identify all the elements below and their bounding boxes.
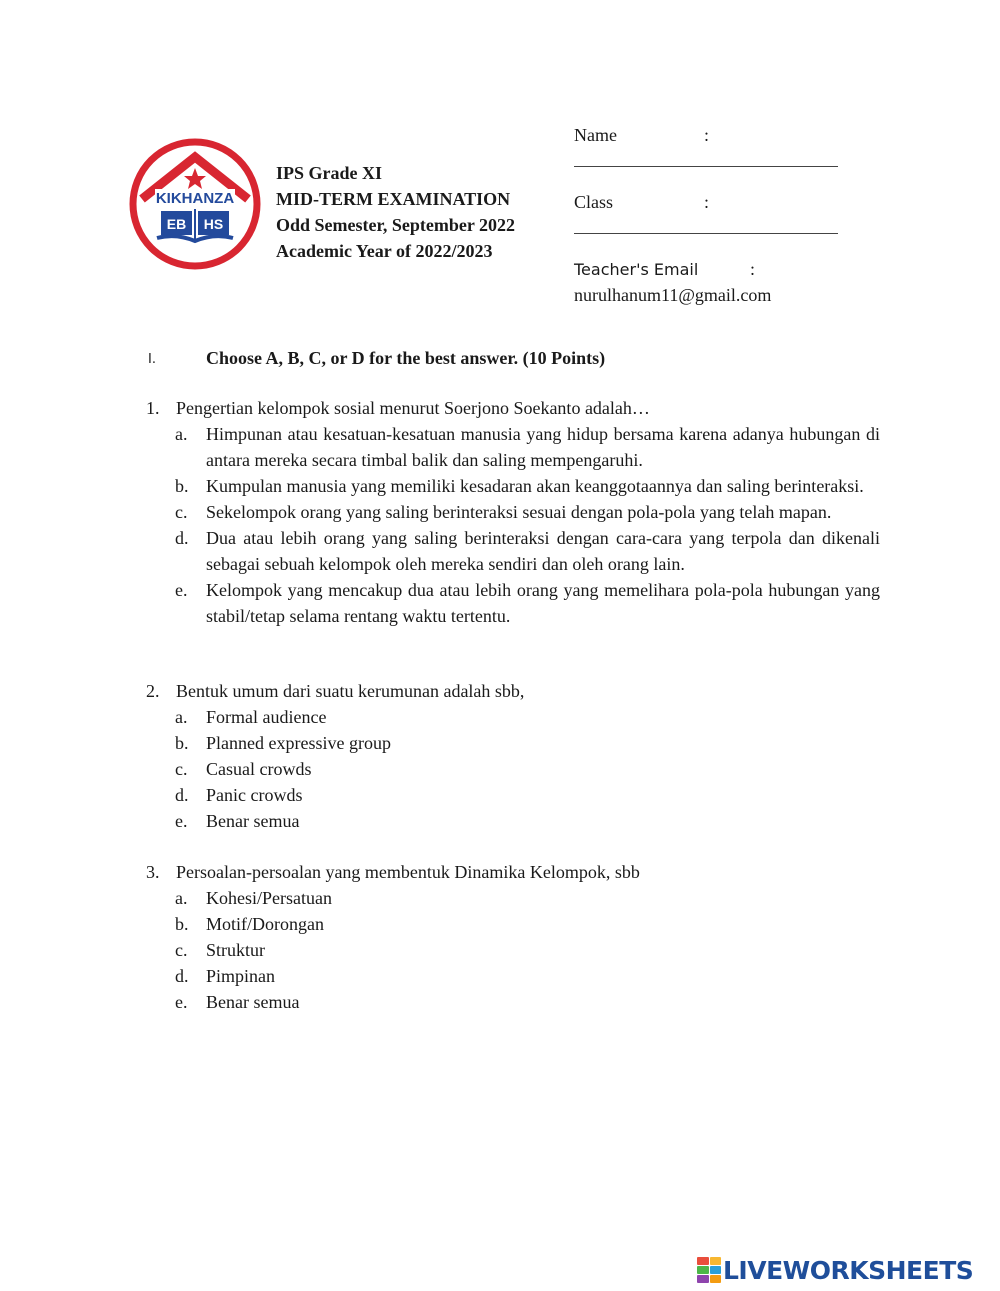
- question-stem: [146, 395, 880, 421]
- option-text: Benar semua: [206, 811, 300, 831]
- email-label: Teacher's Email: [574, 260, 699, 279]
- option-letter: e.: [175, 992, 188, 1012]
- option-3b[interactable]: [146, 911, 880, 937]
- option-letter: a.: [175, 888, 188, 908]
- option-text: Casual crowds: [206, 759, 312, 779]
- header-line-grade: IPS Grade XI: [276, 163, 383, 183]
- option-text: Motif/Dorongan: [206, 914, 324, 934]
- option-letter: a.: [175, 424, 188, 444]
- option-letter: d.: [175, 785, 189, 805]
- option-text: Planned expressive group: [206, 733, 391, 753]
- name-fill-line[interactable]: [574, 166, 838, 167]
- option-text: Struktur: [206, 940, 266, 960]
- section-instructions: Choose A, B, C, or D for the best answer. (10 Points): [206, 348, 606, 368]
- email-colon: :: [750, 259, 756, 279]
- option-letter: d.: [175, 966, 189, 986]
- header-line-semester: Odd Semester, September 2022: [276, 215, 515, 235]
- class-row: [574, 189, 838, 215]
- header-line-exam: MID-TERM EXAMINATION: [276, 189, 511, 209]
- question-number: 3.: [146, 862, 160, 882]
- option-letter: b.: [175, 733, 189, 753]
- option-letter: c.: [175, 940, 188, 960]
- option-2e[interactable]: [146, 808, 880, 834]
- option-text: Sekelompok orang yang saling berinteraksi sesuai dengan pola-pola yang telah mapan.: [206, 502, 832, 522]
- email-row: [574, 256, 838, 282]
- option-letter: a.: [175, 707, 188, 727]
- student-info: [574, 122, 838, 308]
- name-row: [574, 122, 838, 148]
- question-stem: [146, 678, 880, 704]
- option-text: Dua atau lebih orang yang saling berinteraksi dengan cara-cara yang terpola dan dikenali sebagai sebuah kelompok oleh mereka sendiri dan oleh orang lain.: [206, 528, 880, 574]
- option-letter: c.: [175, 502, 188, 522]
- liveworksheets-watermark[interactable]: [697, 1255, 973, 1285]
- option-3d[interactable]: [146, 963, 880, 989]
- school-logo: [128, 137, 262, 271]
- option-2d[interactable]: [146, 782, 880, 808]
- option-3c[interactable]: [146, 937, 880, 963]
- question-text: Persoalan-persoalan yang membentuk Dinamika Kelompok, sbb: [176, 862, 640, 882]
- question-1: [146, 395, 880, 629]
- class-label: Class: [574, 192, 614, 212]
- email-value: nurulhanum11@gmail.com: [574, 285, 772, 305]
- option-letter: c.: [175, 759, 188, 779]
- class-fill-line[interactable]: [574, 233, 838, 234]
- option-2a[interactable]: [146, 704, 880, 730]
- option-letter: b.: [175, 476, 189, 496]
- option-1b[interactable]: [146, 473, 880, 499]
- option-2b[interactable]: [146, 730, 880, 756]
- logo-book-left-text: EB: [166, 216, 187, 232]
- name-colon: :: [704, 125, 710, 145]
- logo-book-right-text: HS: [203, 216, 224, 232]
- question-text: Pengertian kelompok sosial menurut Soerjono Soekanto adalah…: [176, 398, 650, 418]
- option-letter: e.: [175, 811, 188, 831]
- option-text: Pimpinan: [206, 966, 276, 986]
- header-line-academic-year: Academic Year of 2022/2023: [276, 241, 493, 261]
- option-text: Panic crowds: [206, 785, 303, 805]
- option-text: Formal audience: [206, 707, 327, 727]
- question-text: Bentuk umum dari suatu kerumunan adalah sbb,: [176, 681, 525, 701]
- option-1e[interactable]: [146, 577, 880, 629]
- option-letter: e.: [175, 580, 188, 600]
- option-3a[interactable]: [146, 885, 880, 911]
- class-colon: :: [704, 192, 710, 212]
- option-text: Benar semua: [206, 992, 300, 1012]
- option-text: Kelompok yang mencakup dua atau lebih orang yang memelihara pola-pola hubungan yang stabil/tetap selama rentang waktu tertentu.: [206, 580, 880, 626]
- liveworksheets-logo-icon: [697, 1257, 721, 1283]
- option-1d[interactable]: [146, 525, 880, 577]
- section-number: I.: [148, 352, 156, 367]
- option-text: Himpunan atau kesatuan-kesatuan manusia yang hidup bersama karena adanya hubungan di antara mereka secara timbal balik dan saling mempengaruhi.: [206, 424, 880, 470]
- question-3: [146, 859, 880, 1015]
- option-1c[interactable]: [146, 499, 880, 525]
- option-letter: d.: [175, 528, 189, 548]
- name-label: Name: [574, 125, 617, 145]
- question-2: [146, 678, 880, 834]
- logo-banner-text: KIKHANZA: [155, 190, 235, 207]
- option-text: Kumpulan manusia yang memiliki kesadaran akan keanggotaannya dan saling berinteraksi.: [206, 476, 864, 496]
- option-3e[interactable]: [146, 989, 880, 1015]
- question-number: 2.: [146, 681, 160, 701]
- liveworksheets-wordmark: LIVEWORKSHEETS: [723, 1255, 974, 1285]
- question-number: 1.: [146, 398, 160, 418]
- option-letter: b.: [175, 914, 189, 934]
- option-2c[interactable]: [146, 756, 880, 782]
- question-stem: [146, 859, 880, 885]
- exam-header: [276, 160, 515, 264]
- option-1a[interactable]: [146, 421, 880, 473]
- option-text: Kohesi/Persatuan: [206, 888, 332, 908]
